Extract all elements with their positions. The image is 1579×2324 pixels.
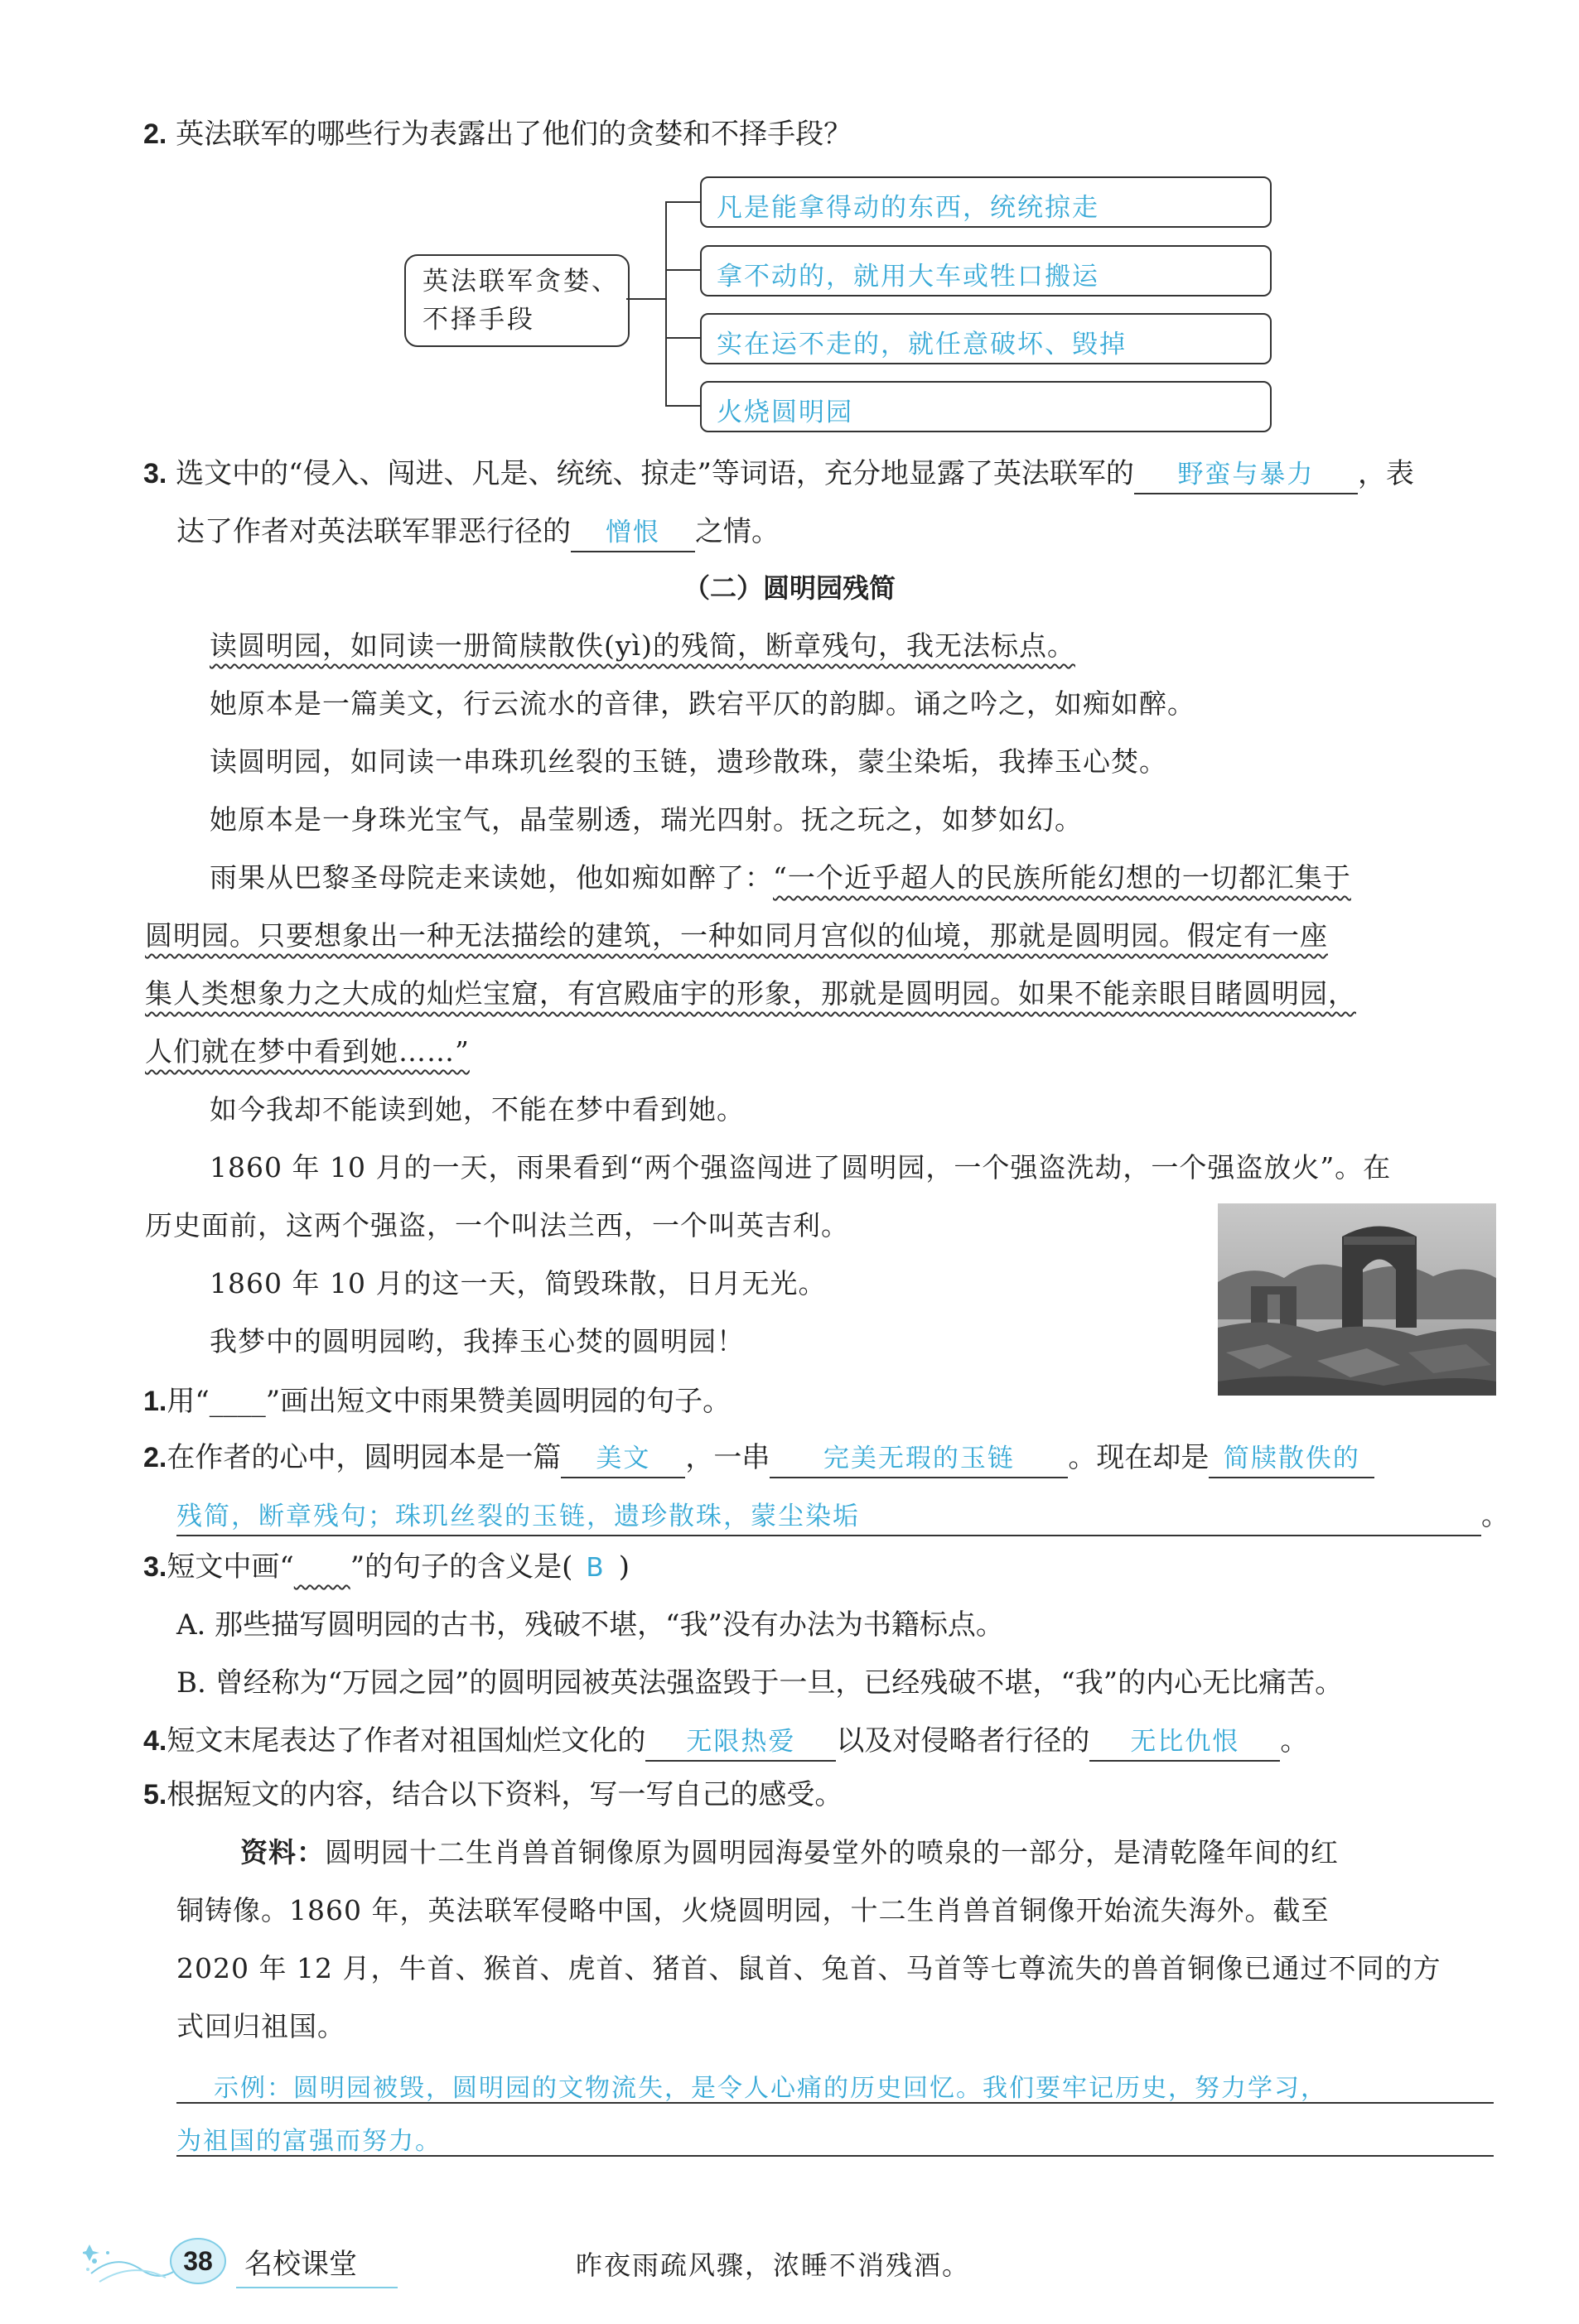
passage-p5-line1 bbox=[210, 860, 1351, 896]
ex2-text: 。 bbox=[1481, 1499, 1509, 1532]
ex3-option-b: B. 曾经称为“万园之园”的圆明园被英法强盗毁于一旦，已经残破不堪，“我”的内心无比痛苦。 bbox=[176, 1666, 1344, 1700]
ex3-text: ”的句子的含义是( bbox=[350, 1550, 573, 1584]
ex2-answer-2: 完美无瑕的玉链 bbox=[823, 1444, 1015, 1473]
q2-number: 2. bbox=[143, 118, 167, 150]
ex2-answer-3a: 简牍散佚的 bbox=[1223, 1444, 1360, 1473]
q3-text: 达了作者对英法联军罪恶行径的 bbox=[176, 515, 571, 548]
q3-blank-2 bbox=[571, 513, 695, 552]
q3-answer-2: 憎恨 bbox=[606, 518, 660, 547]
mindmap-answer-box bbox=[700, 245, 1272, 297]
passage-p5-line3 bbox=[145, 976, 1356, 1012]
passage-p5-prefix: 雨果从巴黎圣母院走来读她，他如痴如醉了： bbox=[210, 861, 773, 894]
ex4-text: 短文末尾表达了作者对祖国灿烂文化的 bbox=[167, 1724, 646, 1757]
q3-line2 bbox=[176, 513, 780, 552]
passage-quote: 集人类想象力之大成的灿烂宝窟，有宫殿庙宇的形象，那就是圆明园。如果不能亲眼目睹圆明园， bbox=[145, 977, 1356, 1010]
connector bbox=[665, 201, 700, 203]
passage-p2: 她原本是一篇美文，行云流水的音律，跌宕平仄的韵脚。诵之吟之，如痴如醉。 bbox=[210, 687, 1195, 720]
ex4-line bbox=[143, 1723, 1308, 1762]
mindmap-answer-box bbox=[700, 381, 1272, 432]
ruins-photo bbox=[1218, 1203, 1496, 1396]
mindmap-center-box bbox=[404, 254, 630, 347]
ex4-blank-2 bbox=[1089, 1723, 1280, 1762]
passage-quote: “一个近乎超人的民族所能幻想的一切都汇集于 bbox=[773, 861, 1351, 894]
page-number: 38 bbox=[170, 2238, 226, 2284]
ex2-text: 在作者的心中，圆明园本是一篇 bbox=[167, 1441, 562, 1474]
ex2-text: 。现在却是 bbox=[1068, 1441, 1210, 1474]
ex5-answer-1: 示例：圆明园被毁，圆明园的文物流失，是令人心痛的历史回忆。我们要牢记历史，努力学习， bbox=[214, 2074, 1327, 2103]
ex4-blank-1 bbox=[645, 1723, 836, 1762]
ex5-line bbox=[143, 1777, 843, 1813]
ruins-photo-graphic bbox=[1218, 1203, 1496, 1396]
connector bbox=[665, 269, 700, 271]
ex5-number: 5. bbox=[143, 1779, 167, 1811]
ex1-number: 1. bbox=[143, 1386, 167, 1417]
material-label: 资料： bbox=[240, 1837, 325, 1868]
ex3-text: 短文中画“ bbox=[167, 1550, 294, 1584]
q3-answer-1: 野蛮与暴力 bbox=[1177, 460, 1315, 489]
passage-p7-line2: 历史面前，这两个强盗，一个叫法兰西，一个叫英吉利。 bbox=[145, 1209, 849, 1242]
ex2-line2 bbox=[176, 1497, 1509, 1536]
footer-poem: 昨夜雨疏风骤，浓睡不消残酒。 bbox=[576, 2249, 971, 2281]
ex5-answer-line1 bbox=[176, 2064, 1494, 2104]
ex1-line bbox=[143, 1383, 731, 1420]
ex2-blank-3 bbox=[1209, 1439, 1374, 1478]
ex2-blank-2 bbox=[770, 1439, 1068, 1478]
ex2-number: 2. bbox=[143, 1442, 167, 1473]
material-line2: 铜铸像。1860 年，英法联军侵略中国，火烧圆明园，十二生肖兽首铜像开始流失海外。截至 bbox=[176, 1894, 1330, 1926]
ex2-answer-1: 美文 bbox=[596, 1444, 651, 1473]
ex4-text: 以及对侵略者行径的 bbox=[836, 1724, 1090, 1757]
ex5-answer-2: 为祖国的富强而努力。 bbox=[176, 2127, 442, 2156]
q3-number: 3. bbox=[143, 458, 167, 489]
material-line1 bbox=[240, 1835, 1339, 1871]
q2-line bbox=[143, 116, 852, 152]
ex3-option-a: A. 那些描写圆明园的古书，残破不堪，“我”没有办法为书籍标点。 bbox=[176, 1608, 1004, 1642]
ex4-answer-2: 无比仇恨 bbox=[1130, 1727, 1240, 1757]
passage-p1 bbox=[210, 628, 1075, 664]
ex3-line bbox=[143, 1549, 630, 1586]
passage-p8: 1860 年 10 月的这一天，简毁珠散，日月无光。 bbox=[210, 1267, 827, 1299]
ex2-blank-3-cont bbox=[176, 1497, 1481, 1536]
ex5-text: 根据短文的内容，结合以下资料，写一写自己的感受。 bbox=[167, 1778, 843, 1811]
mindmap-center-line1: 英法联军贪婪、 bbox=[423, 267, 620, 297]
ex1-text: 用“____”画出短文中雨果赞美圆明园的句子。 bbox=[167, 1385, 732, 1418]
ex2-line1 bbox=[143, 1439, 1374, 1478]
ex3-answer: B bbox=[586, 1553, 606, 1583]
ex2-answer-3b: 残简，断章残句；珠玑丝裂的玉链，遗珍散珠，蒙尘染垢 bbox=[176, 1502, 860, 1531]
mindmap-answer: 实在运不走的，就任意破坏、毁掉 bbox=[717, 330, 1127, 359]
mindmap-answer-box bbox=[700, 313, 1272, 364]
footer-brand: 名校课堂 bbox=[244, 2248, 357, 2281]
ex2-text: ，一串 bbox=[685, 1441, 770, 1474]
material-line4: 式回归祖国。 bbox=[176, 2010, 345, 2042]
ex5-answer-line2 bbox=[176, 2117, 1494, 2157]
ex4-number: 4. bbox=[143, 1725, 167, 1757]
ex4-text: 。 bbox=[1280, 1724, 1309, 1757]
connector bbox=[665, 201, 667, 405]
ex2-blank-1 bbox=[561, 1439, 685, 1478]
ex3-number: 3. bbox=[143, 1551, 167, 1583]
q3-line1 bbox=[143, 456, 1414, 494]
passage-p3: 读圆明园，如同读一串珠玑丝裂的玉链，遗珍散珠，蒙尘染垢，我捧玉心焚。 bbox=[210, 745, 1167, 778]
passage-p9: 我梦中的圆明园哟，我捧玉心焚的圆明园！ bbox=[210, 1325, 745, 1357]
mindmap-answer: 凡是能拿得动的东西，统统掠走 bbox=[717, 193, 1099, 223]
mindmap-answer-box bbox=[700, 176, 1272, 228]
ex3-wavy-mark bbox=[294, 1550, 350, 1584]
ex4-answer-1: 无限热爱 bbox=[686, 1727, 796, 1757]
q3-text: 选文中的“侵入、闯进、凡是、统统、掠走”等词语，充分地显露了英法联军的 bbox=[176, 457, 1134, 490]
q2-text: 英法联军的哪些行为表露出了他们的贪婪和不择手段？ bbox=[176, 118, 852, 151]
connector bbox=[626, 298, 666, 300]
passage-p4: 她原本是一身珠光宝气，晶莹剔透，瑞光四射。抚之玩之，如梦如幻。 bbox=[210, 803, 1083, 836]
mindmap-answer: 拿不动的，就用大车或牲口搬运 bbox=[717, 262, 1099, 292]
mindmap-center-line2: 不择手段 bbox=[423, 305, 535, 335]
passage-p5-line2 bbox=[145, 918, 1328, 954]
connector bbox=[665, 337, 700, 339]
connector bbox=[665, 405, 700, 407]
mindmap-answer: 火烧圆明园 bbox=[717, 398, 853, 427]
q3-blank-1 bbox=[1134, 456, 1358, 494]
passage-p1-text: 读圆明园，如同读一册简牍散佚(yì)的残简，断章残句，我无法标点。 bbox=[210, 629, 1075, 662]
passage-p7-line1: 1860 年 10 月的一天，雨果看到“两个强盗闯进了圆明园，一个强盗洗劫，一个强盗放火”。在 bbox=[210, 1151, 1392, 1184]
material-line3: 2020 年 12 月，牛首、猴首、虎首、猪首、鼠首、兔首、马首等七尊流失的兽首铜像已通过不同的方 bbox=[176, 1952, 1441, 1984]
passage-quote: 人们就在梦中看到她……” bbox=[145, 1035, 470, 1068]
passage-p5-line4 bbox=[145, 1034, 470, 1070]
passage-quote: 圆明园。只要想象出一种无法描绘的建筑，一种如同月宫似的仙境，那就是圆明园。假定有一座 bbox=[145, 919, 1328, 952]
ex3-text: ) bbox=[618, 1550, 630, 1584]
section-title: （二）圆明园残简 bbox=[683, 573, 896, 603]
passage-p6: 如今我却不能读到她，不能在梦中看到她。 bbox=[210, 1093, 745, 1126]
material-text: 圆明园十二生肖兽首铜像原为圆明园海晏堂外的喷泉的一部分，是清乾隆年间的红 bbox=[325, 1836, 1339, 1868]
q3-text: ，表 bbox=[1357, 457, 1414, 490]
q3-text: 之情。 bbox=[695, 515, 780, 548]
